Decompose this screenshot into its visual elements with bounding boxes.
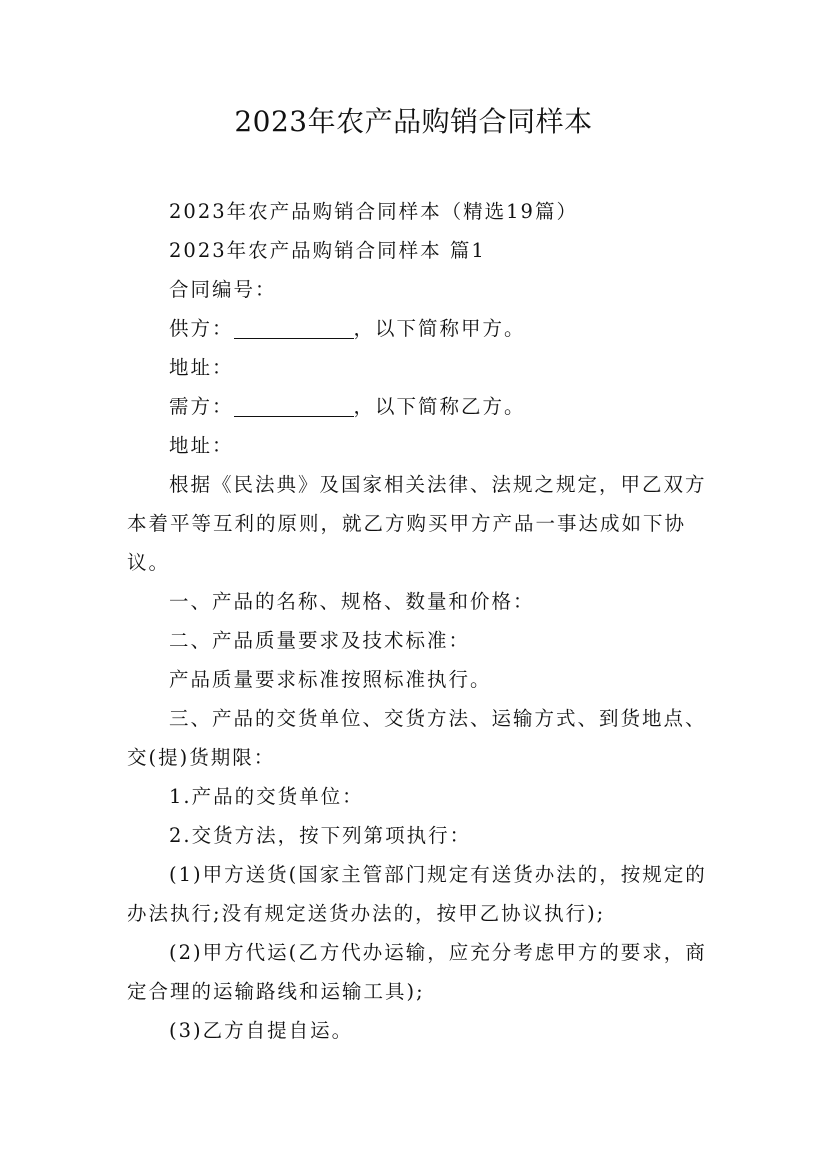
- section-heading: 2023年农产品购销合同样本 篇1: [169, 239, 486, 262]
- delivery-option-3: (3)乙方自提自运。: [169, 1019, 354, 1042]
- buyer-line: [127, 387, 707, 426]
- document-title: 2023年农产品购销合同样本: [234, 105, 593, 138]
- delivery-option-1: (1)甲方送货(国家主管部门规定有送货办法的，按规定的办法执行;没有规定送货办法的，按甲乙协议执行);: [127, 863, 707, 925]
- supplier-blank: [234, 316, 354, 339]
- buyer-address-line: 地址：: [169, 434, 234, 457]
- supplier-line: [127, 309, 707, 348]
- clause-2-heading: 二、产品质量要求及技术标准：: [169, 629, 471, 652]
- clause-3-item-2: 2.交货方法，按下列第项执行：: [169, 824, 472, 847]
- document-body: [127, 192, 707, 1050]
- supplier-suffix: ，以下简称甲方。: [353, 317, 526, 340]
- clause-3-item-1: 1.产品的交货单位：: [169, 785, 364, 808]
- supplier-address-line: 地址：: [169, 356, 234, 379]
- buyer-blank: [234, 394, 354, 417]
- clause-3-heading: 三、产品的交货单位、交货方法、运输方式、到货地点、交(提)货期限：: [127, 707, 707, 769]
- supplier-label: 供方：: [169, 317, 234, 340]
- buyer-label: 需方：: [169, 395, 234, 418]
- delivery-option-2: (2)甲方代运(乙方代办运输，应充分考虑甲方的要求，商定合理的运输路线和运输工具);: [127, 941, 707, 1003]
- clause-2-text: 产品质量要求标准按照标准执行。: [169, 668, 492, 691]
- contract-number-line: 合同编号：: [169, 278, 277, 301]
- clause-1-heading: 一、产品的名称、规格、数量和价格：: [169, 590, 535, 613]
- buyer-suffix: ，以下简称乙方。: [353, 395, 526, 418]
- subtitle-paragraph: 2023年农产品购销合同样本（精选19篇）: [169, 200, 578, 223]
- preamble-paragraph: 根据《民法典》及国家相关法律、法规之规定，甲乙双方本着平等互利的原则，就乙方购买甲方产品一事达成如下协议。: [127, 473, 707, 574]
